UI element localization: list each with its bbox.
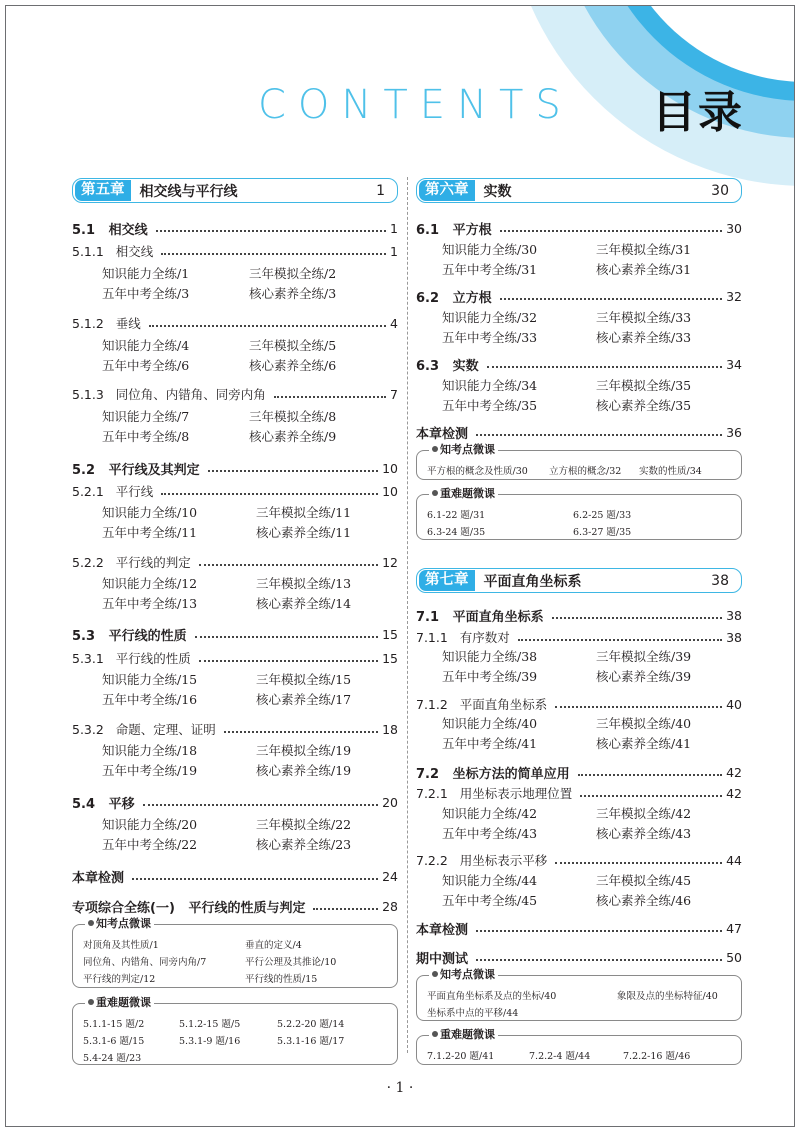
box-item: 5.1.2-15 题/5: [179, 1019, 241, 1030]
toc-entry[interactable]: [416, 606, 742, 624]
box-item: 立方根的概念/32: [549, 466, 622, 477]
exercise-item: 核心素养全练/33: [596, 330, 692, 345]
box-heading: 知考点微课: [440, 968, 495, 981]
leader-dots: [313, 908, 378, 910]
toc-entry[interactable]: [416, 919, 742, 937]
box-item: 同位角、内错角、同旁内角/7: [83, 957, 207, 968]
toc-entry[interactable]: [72, 867, 398, 885]
toc-entry[interactable]: [72, 242, 398, 260]
box-item: 7.2.2-4 题/44: [529, 1051, 591, 1062]
exercise-item: 核心素养全练/3: [249, 286, 337, 301]
entry-page: 15: [382, 626, 398, 642]
toc-entry[interactable]: [72, 385, 398, 403]
bullet-icon: [432, 446, 438, 452]
leader-dots: [149, 325, 386, 327]
leader-dots: [487, 366, 722, 368]
exercise-item: 三年模拟全练/22: [256, 817, 352, 832]
entry-page: 40: [726, 696, 742, 712]
entry-page: 38: [726, 629, 742, 645]
bullet-icon: [88, 920, 94, 926]
exercise-item: 三年模拟全练/42: [596, 806, 692, 821]
leader-dots: [476, 434, 722, 436]
entry-title: 5.3 平行线的性质: [72, 628, 187, 644]
exercise-item: 知识能力全练/4: [102, 338, 190, 353]
box-item: 5.3.1-6 题/15: [83, 1036, 145, 1047]
box-item: 6.1-22 题/31: [427, 510, 486, 521]
box-item: 平行线的判定/12: [83, 974, 156, 985]
toc-entry[interactable]: [72, 553, 398, 571]
exercise-item: 五年中考全练/6: [102, 358, 190, 373]
exercise-item: 核心素养全练/31: [596, 262, 692, 277]
leader-dots: [161, 493, 378, 495]
exercise-item: 三年模拟全练/5: [249, 338, 337, 353]
box-heading: 重难题微课: [440, 487, 495, 500]
difficult-problems-box: [72, 996, 398, 1065]
toc-entry[interactable]: [72, 720, 398, 738]
entry-page: 12: [382, 554, 398, 570]
knowledge-microcourse-box: [416, 443, 742, 480]
box-item: 5.2.2-20 题/14: [277, 1019, 345, 1030]
entry-title: 5.2 平行线及其判定: [72, 462, 200, 478]
bullet-icon: [432, 1031, 438, 1037]
knowledge-microcourse-box: [72, 917, 398, 988]
leader-dots: [518, 639, 722, 641]
leader-dots: [500, 298, 722, 300]
box-item: 6.3-27 题/35: [573, 527, 632, 538]
exercise-item: 核心素养全练/35: [596, 398, 692, 413]
exercise-item: 五年中考全练/13: [102, 596, 198, 611]
box-item: 平方根的概念及性质/30: [427, 466, 528, 477]
entry-title: 7.2.1 用坐标表示地理位置: [416, 786, 573, 801]
toc-entry[interactable]: [72, 649, 398, 667]
bullet-icon: [88, 999, 94, 1005]
box-item: 对顶角及其性质/1: [83, 940, 159, 951]
exercise-item: 核心素养全练/46: [596, 893, 692, 908]
exercise-item: 知识能力全练/30: [442, 242, 538, 257]
entry-title: 专项综合全练(一) 平行线的性质与判定: [72, 900, 306, 916]
contents-title-en: CONTENTS: [258, 82, 573, 128]
toc-entry[interactable]: [416, 219, 742, 237]
toc-entry[interactable]: [416, 355, 742, 373]
toc-entry[interactable]: [72, 219, 398, 237]
chapter-title: 相交线与平行线: [139, 183, 238, 200]
entry-page: 38: [726, 607, 742, 623]
box-heading: 知考点微课: [96, 917, 151, 930]
exercise-item: 三年模拟全练/13: [256, 576, 352, 591]
entry-title: 6.3 实数: [416, 358, 479, 374]
entry-page: 18: [382, 721, 398, 737]
exercise-item: 核心素养全练/39: [596, 669, 692, 684]
exercise-item: 核心素养全练/9: [249, 429, 337, 444]
leader-dots: [143, 804, 378, 806]
exercise-item: 五年中考全练/31: [442, 262, 538, 277]
box-item: 7.1.2-20 题/41: [427, 1051, 495, 1062]
exercise-item: 三年模拟全练/2: [249, 266, 337, 281]
entry-title: 本章检测: [416, 426, 469, 442]
leader-dots: [199, 660, 378, 662]
leader-dots: [555, 862, 722, 864]
entry-page: 42: [726, 785, 742, 801]
leader-dots: [224, 731, 378, 733]
box-item: 垂直的定义/4: [245, 940, 302, 951]
chapter6-header[interactable]: [416, 178, 742, 203]
exercise-item: 核心素养全练/43: [596, 826, 692, 841]
leader-dots: [580, 795, 722, 797]
leader-dots: [500, 230, 722, 232]
entry-title: 5.1 相交线: [72, 222, 148, 238]
exercise-item: 五年中考全练/45: [442, 893, 538, 908]
exercise-item: 知识能力全练/12: [102, 576, 198, 591]
entry-page: 24: [382, 868, 398, 884]
toc-entry[interactable]: [416, 763, 742, 781]
exercise-item: 三年模拟全练/39: [596, 649, 692, 664]
entry-title: 本章检测: [72, 870, 125, 886]
entry-page: 10: [382, 460, 398, 476]
toc-entry[interactable]: [416, 628, 742, 646]
exercise-item: 五年中考全练/35: [442, 398, 538, 413]
contents-title-cn: 目录: [652, 87, 744, 138]
exercise-item: 知识能力全练/42: [442, 806, 538, 821]
exercise-item: 五年中考全练/33: [442, 330, 538, 345]
exercise-item: 核心素养全练/17: [256, 692, 352, 707]
leader-dots: [208, 470, 378, 472]
entry-title: 6.2 立方根: [416, 290, 492, 306]
box-item: 5.4-24 题/23: [83, 1053, 142, 1064]
exercise-item: 三年模拟全练/19: [256, 743, 352, 758]
exercise-item: 知识能力全练/40: [442, 716, 538, 731]
exercise-item: 核心素养全练/14: [256, 596, 352, 611]
chapter-tag: 第五章: [75, 180, 131, 201]
exercise-item: 三年模拟全练/11: [256, 505, 352, 520]
box-heading: 知考点微课: [440, 443, 495, 456]
chapter-tag: 第七章: [419, 570, 475, 591]
entry-page: 44: [726, 852, 742, 868]
exercise-item: 知识能力全练/44: [442, 873, 538, 888]
exercise-item: 知识能力全练/20: [102, 817, 198, 832]
entry-title: 本章检测: [416, 922, 469, 938]
entry-page: 30: [726, 220, 742, 236]
exercise-item: 知识能力全练/18: [102, 743, 198, 758]
chapter-title: 平面直角坐标系: [483, 573, 582, 590]
toc-entry[interactable]: [416, 784, 742, 802]
exercise-item: 核心素养全练/23: [256, 837, 352, 852]
exercise-item: 五年中考全练/8: [102, 429, 190, 444]
entry-page: 15: [382, 650, 398, 666]
exercise-item: 三年模拟全练/33: [596, 310, 692, 325]
leader-dots: [161, 253, 386, 255]
exercise-item: 五年中考全练/3: [102, 286, 190, 301]
entry-title: 6.1 平方根: [416, 222, 492, 238]
exercise-item: 五年中考全练/22: [102, 837, 198, 852]
toc-entry[interactable]: [416, 851, 742, 869]
box-item: 平行公理及其推论/10: [245, 957, 337, 968]
exercise-item: 知识能力全练/34: [442, 378, 538, 393]
entry-page: 7: [390, 386, 398, 402]
box-item: 平行线的性质/15: [245, 974, 318, 985]
entry-title: 5.1.1 相交线: [72, 244, 154, 259]
exercise-item: 知识能力全练/7: [102, 409, 190, 424]
entry-page: 1: [390, 243, 398, 259]
chapter5-header[interactable]: [72, 178, 398, 203]
difficult-problems-box: [416, 487, 742, 540]
page-number: · 1 ·: [386, 1080, 414, 1096]
exercise-item: 五年中考全练/16: [102, 692, 198, 707]
entry-page: 36: [726, 424, 742, 440]
exercise-item: 核心素养全练/19: [256, 763, 352, 778]
entry-page: 28: [382, 898, 398, 914]
chapter-title: 实数: [483, 183, 512, 200]
entry-title: 5.1.3 同位角、内错角、同旁内角: [72, 387, 266, 402]
box-heading: 重难题微课: [96, 996, 151, 1009]
leader-dots: [555, 706, 722, 708]
exercise-item: 知识能力全练/32: [442, 310, 538, 325]
entry-page: 10: [382, 483, 398, 499]
exercise-item: 三年模拟全练/40: [596, 716, 692, 731]
leader-dots: [156, 230, 386, 232]
exercise-item: 三年模拟全练/15: [256, 672, 352, 687]
entry-page: 20: [382, 794, 398, 810]
exercise-item: 知识能力全练/15: [102, 672, 198, 687]
entry-title: 5.1.2 垂线: [72, 316, 141, 331]
exercise-item: 五年中考全练/41: [442, 736, 538, 751]
box-item: 6.3-24 题/35: [427, 527, 486, 538]
exercise-item: 知识能力全练/38: [442, 649, 538, 664]
box-item: 6.2-25 题/33: [573, 510, 632, 521]
entry-title: 5.3.1 平行线的性质: [72, 651, 191, 666]
leader-dots: [195, 636, 378, 638]
exercise-item: 核心素养全练/11: [256, 525, 352, 540]
chapter-page: 38: [711, 572, 729, 589]
entry-title: 5.2.1 平行线: [72, 484, 154, 499]
toc-entry[interactable]: [72, 482, 398, 500]
box-heading: 重难题微课: [440, 1028, 495, 1041]
entry-title: 7.2.2 用坐标表示平移: [416, 853, 548, 868]
leader-dots: [476, 959, 722, 961]
exercise-item: 核心素养全练/41: [596, 736, 692, 751]
box-item: 象限及点的坐标特征/40: [617, 991, 718, 1002]
chapter-page: 1: [376, 182, 385, 199]
toc-entry[interactable]: [416, 287, 742, 305]
exercise-item: 五年中考全练/39: [442, 669, 538, 684]
entry-title: 7.2 坐标方法的简单应用: [416, 766, 570, 782]
entry-page: 50: [726, 949, 742, 965]
column-divider: [407, 177, 408, 1053]
entry-page: 4: [390, 315, 398, 331]
exercise-item: 五年中考全练/43: [442, 826, 538, 841]
entry-page: 34: [726, 356, 742, 372]
chapter-page: 30: [711, 182, 729, 199]
entry-page: 1: [390, 220, 398, 236]
box-item: 坐标系中点的平移/44: [427, 1008, 519, 1019]
bullet-icon: [432, 490, 438, 496]
exercise-item: 三年模拟全练/35: [596, 378, 692, 393]
toc-entry[interactable]: [416, 948, 742, 966]
toc-entry[interactable]: [72, 897, 398, 915]
leader-dots: [132, 878, 378, 880]
box-item: 7.2.2-16 题/46: [623, 1051, 691, 1062]
difficult-problems-box: [416, 1028, 742, 1065]
exercise-item: 知识能力全练/1: [102, 266, 190, 281]
entry-title: 7.1 平面直角坐标系: [416, 609, 544, 625]
entry-title: 7.1.2 平面直角坐标系: [416, 697, 548, 712]
entry-page: 42: [726, 764, 742, 780]
page-frame: [5, 5, 795, 1127]
entry-title: 7.1.1 有序数对: [416, 630, 510, 645]
exercise-item: 五年中考全练/19: [102, 763, 198, 778]
box-item: 5.3.1-9 题/16: [179, 1036, 241, 1047]
toc-entry[interactable]: [72, 314, 398, 332]
leader-dots: [274, 396, 386, 398]
exercise-item: 三年模拟全练/45: [596, 873, 692, 888]
entry-title: 5.2.2 平行线的判定: [72, 555, 191, 570]
box-item: 实数的性质/34: [639, 466, 702, 477]
exercise-item: 五年中考全练/11: [102, 525, 198, 540]
toc-entry[interactable]: [416, 423, 742, 441]
entry-title: 5.4 平移: [72, 796, 135, 812]
chapter-tag: 第六章: [419, 180, 475, 201]
toc-entry[interactable]: [72, 793, 398, 811]
entry-page: 47: [726, 920, 742, 936]
leader-dots: [552, 617, 722, 619]
entry-title: 5.3.2 命题、定理、证明: [72, 722, 216, 737]
knowledge-microcourse-box: [416, 968, 742, 1021]
exercise-item: 三年模拟全练/31: [596, 242, 692, 257]
exercise-item: 知识能力全练/10: [102, 505, 198, 520]
box-item: 5.3.1-16 题/17: [277, 1036, 345, 1047]
chapter7-header[interactable]: [416, 568, 742, 593]
entry-page: 32: [726, 288, 742, 304]
box-item: 平面直角坐标系及点的坐标/40: [427, 991, 557, 1002]
exercise-item: 三年模拟全练/8: [249, 409, 337, 424]
leader-dots: [578, 774, 722, 776]
leader-dots: [476, 930, 722, 932]
toc-entry[interactable]: [72, 459, 398, 477]
exercise-item: 核心素养全练/6: [249, 358, 337, 373]
toc-entry[interactable]: [416, 695, 742, 713]
bullet-icon: [432, 971, 438, 977]
entry-title: 期中测试: [416, 951, 469, 967]
leader-dots: [199, 564, 378, 566]
box-item: 5.1.1-15 题/2: [83, 1019, 145, 1030]
toc-entry[interactable]: [72, 625, 398, 643]
